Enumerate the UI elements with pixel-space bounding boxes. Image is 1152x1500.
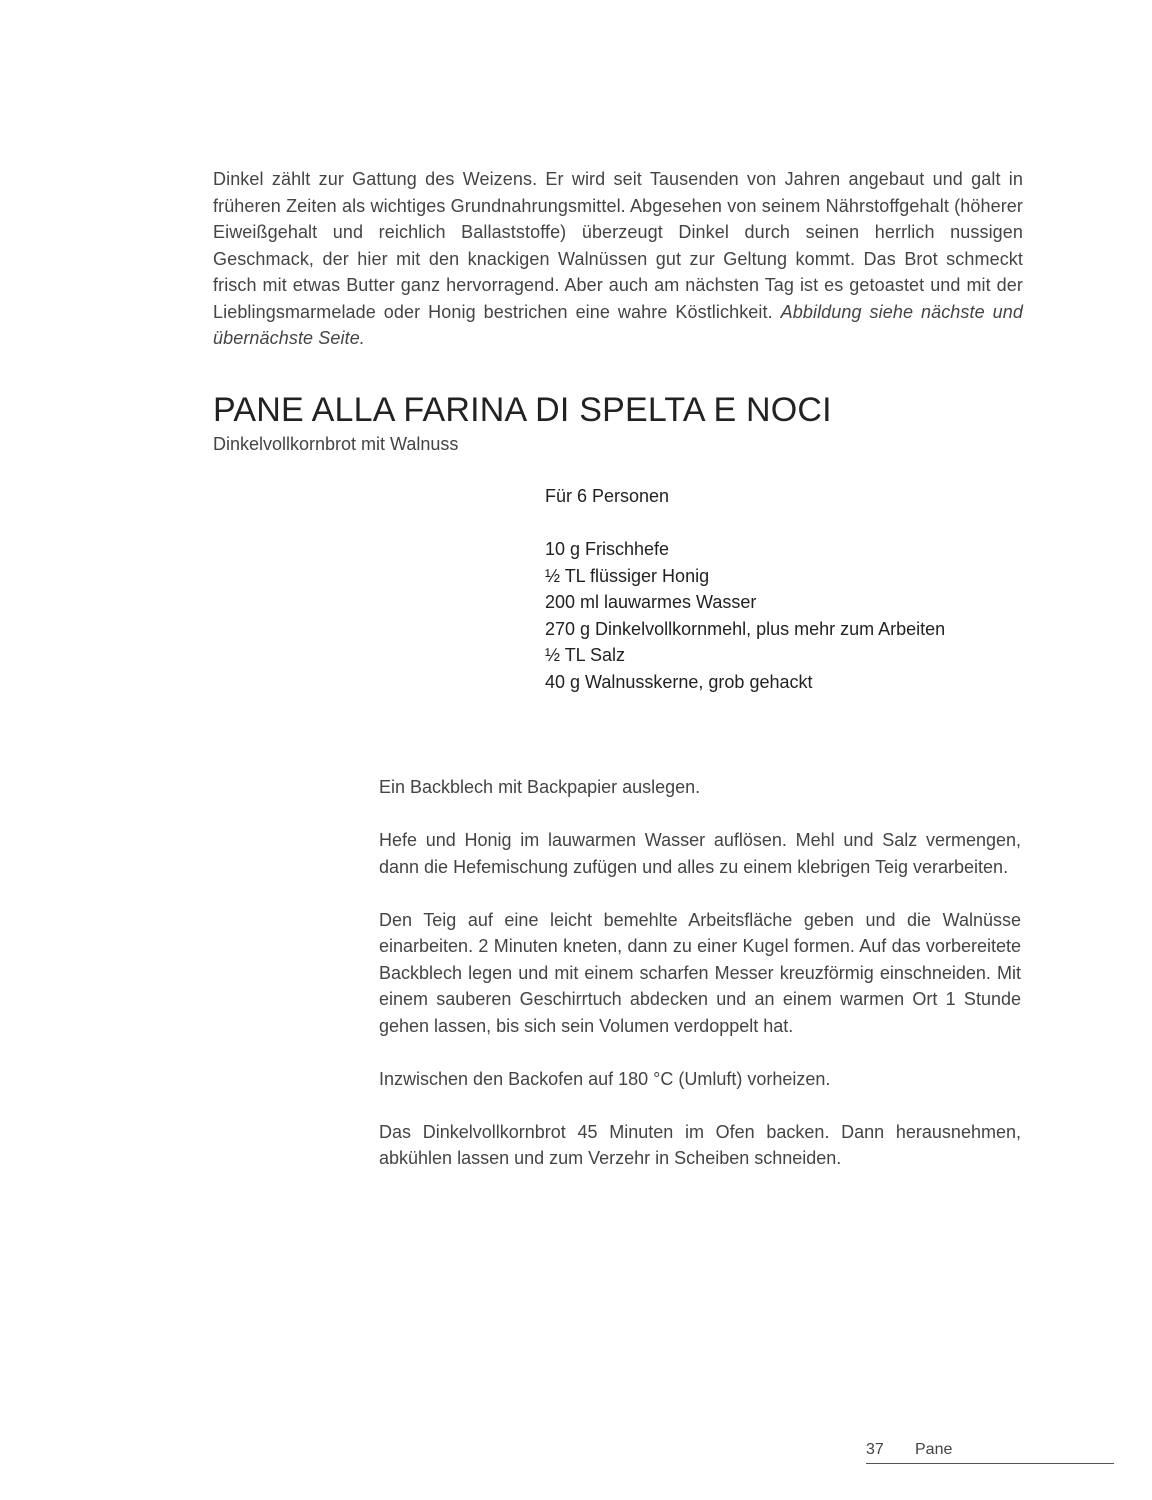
ingredient-item: ½ TL Salz <box>545 645 626 665</box>
intro-paragraph <box>213 166 1023 352</box>
step-paragraph: Ein Backblech mit Backpapier auslegen. <box>379 777 701 797</box>
step-paragraph: Inzwischen den Backofen auf 180 °C (Umluft) vorheizen. <box>379 1068 831 1089</box>
ingredient-item: 200 ml lauwarmes Wasser <box>545 592 757 612</box>
preparation-steps <box>379 774 1021 1198</box>
step-paragraph: Den Teig auf eine leicht bemehlte Arbeitsfläche geben und die Walnüsse einarbeiten. 2 Minuten kneten, dann zu einer Kugel formen. Auf das vorbereitete Backblech legen und mit einem scharfen Messer kreuzförmig einschneiden. Mit einem sauberen Geschirrtuch abdecken und an einem warmen Ort 1 Stunde gehen lassen, bis sich sein Volumen verdoppelt hat. <box>379 909 1021 1036</box>
page-footer <box>866 1439 1114 1464</box>
ingredient-item: 270 g Dinkelvollkornmehl, plus mehr zum Arbeiten <box>545 618 946 639</box>
recipe-title: PANE ALLA FARINA DI SPELTA E NOCI <box>213 391 832 429</box>
intro-text: Dinkel zählt zur Gattung des Weizens. Er wird seit Tausenden von Jahren angebaut und galt in früheren Zeiten als wichtiges Grundnahrungsmittel. Abgesehen von seinem Nährstoffgehalt (höherer Eiweißgehalt und reichlich Ballaststoffe) überzeugt Dinkel durch seinen herrlich nussigen Geschmack, der hier mit den knackigen Walnüssen gut zur Geltung kommt. Das Brot schmeckt frisch mit etwas Butter ganz hervorragend. Aber auch am nächsten Tag ist es getoastet und mit der Lieblingsmarmelade oder Honig bestrichen eine wahre Köstlichkeit. <box>213 169 1023 322</box>
recipe-subtitle: Dinkelvollkornbrot mit Walnuss <box>213 434 459 454</box>
section-name: Pane <box>915 1441 953 1458</box>
ingredient-item: 10 g Frischhefe <box>545 539 670 559</box>
step-paragraph: Das Dinkelvollkornbrot 45 Minuten im Ofen backen. Dann herausnehmen, abkühlen lassen und zum Verzehr in Scheiben schneiden. <box>379 1121 1021 1168</box>
ingredient-list <box>545 536 1025 695</box>
servings: Für 6 Personen <box>545 486 670 506</box>
image-reference-note: Abbildung siehe nächste und übernächste Seite. <box>213 301 1023 348</box>
ingredients-block <box>545 483 1025 695</box>
step-paragraph: Hefe und Honig im lauwarmen Wasser auflösen. Mehl und Salz vermengen, dann die Hefemischung zufügen und alles zu einem klebrigen Teig verarbeiten. <box>379 830 1021 877</box>
ingredient-item: 40 g Walnusskerne, grob gehackt <box>545 671 813 692</box>
ingredient-item: ½ TL flüssiger Honig <box>545 565 710 586</box>
page-number: 37 <box>866 1441 884 1458</box>
